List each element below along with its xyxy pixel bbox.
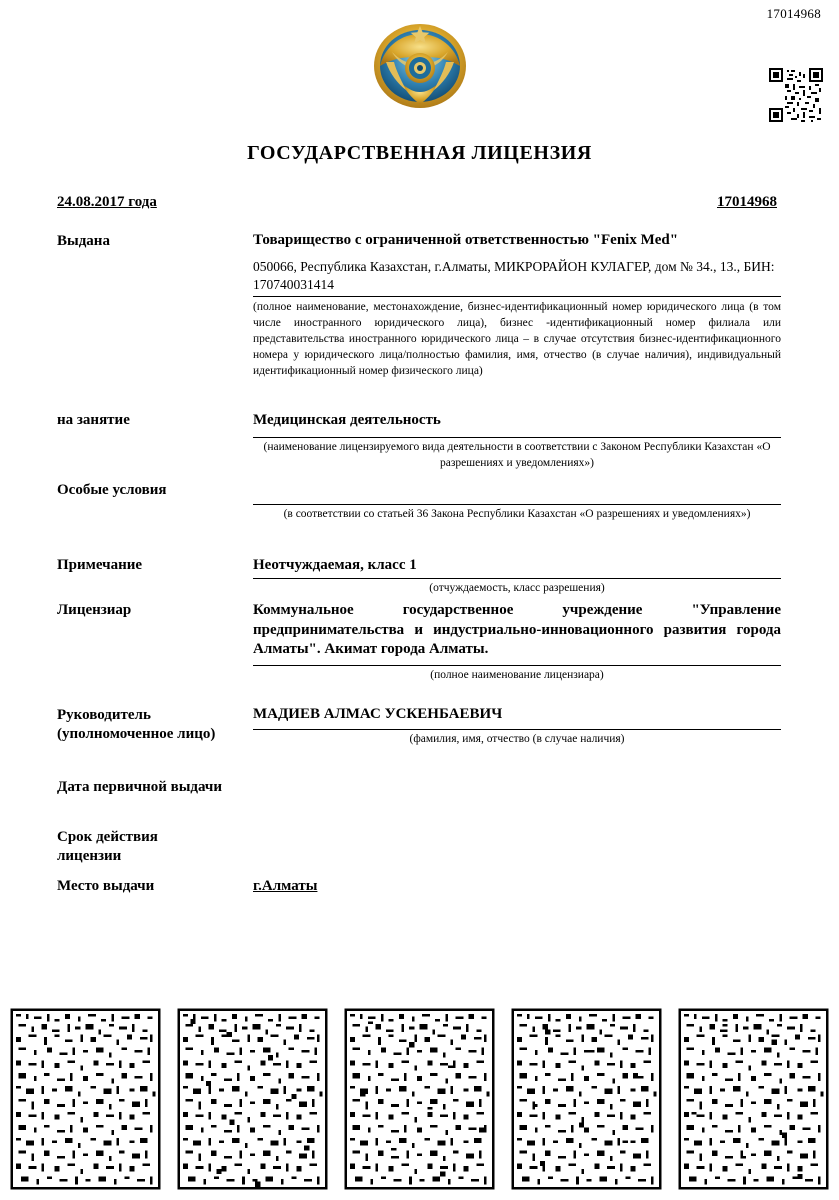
label-issued-to: Выдана: [57, 233, 110, 249]
label-head: [57, 706, 215, 744]
divider-special-conditions: [253, 504, 781, 505]
hint-head: (фамилия, имя, отчество (в случае наличия): [409, 733, 625, 745]
barcode-strip: [8, 1006, 831, 1192]
datamatrix-code-3: [342, 1006, 497, 1192]
hint-licensor: (полное наименование лицензиара): [430, 669, 604, 681]
document-top-right-number: 17014968: [766, 6, 821, 21]
hint-activity: (наименование лицензируемого вида деятельности в соответствии с Законом Республики Казахстан «О разрешениях и уведомлениях»): [263, 441, 771, 469]
document-title: ГОСУДАРСТВЕННАЯ ЛИЦЕНЗИЯ: [247, 142, 592, 164]
value-head: МАДИЕВ АЛМАС УСКЕНБАЕВИЧ: [253, 706, 503, 722]
label-note: Примечание: [57, 557, 143, 573]
label-licensor: Лицензиар: [57, 602, 132, 618]
value-issued-to-address: 050066, Республика Казахстан, г.Алматы, МИКРОРАЙОН КУЛАГЕР, дом № 34., 13., БИН: 170740031414: [253, 259, 775, 293]
label-validity: [57, 828, 158, 866]
hint-special-conditions: (в соответствии со статьей 36 Закона Республики Казахстан «О разрешениях и уведомлениях»): [283, 508, 751, 520]
label-first-issue-date: Дата первичной выдачи: [57, 779, 223, 795]
license-number: 17014968: [717, 194, 777, 210]
label-special-conditions: Особые условия: [57, 482, 167, 498]
datamatrix-code-2: [175, 1006, 330, 1192]
divider-note: [253, 578, 781, 579]
issue-date: 24.08.2017 года: [57, 194, 157, 210]
divider-activity: [253, 437, 781, 438]
value-issued-to: Товарищество с ограниченной ответственностью "Fenix Med": [253, 232, 679, 248]
value-place: г.Алматы: [253, 878, 318, 894]
label-head-line1: Руководитель: [57, 707, 151, 723]
hint-issued-to: (полное наименование, местонахождение, бизнес-идентификационный номер юридического лица (в том числе иностранного юридического лица), бизнес -идентификационный номер филиала или представительства иностранного юридического лица – в случае отсутствия бизнес-идентификационного номера у юридического лица/полностью фамилия, имя, отчество (в случае наличия), индивидуальный идентификационный номер физического лица): [253, 301, 781, 378]
value-licensor: Коммунальное государственное учреждение "Управление предпринимательства и индустриально-инновационного развития города Алматы". Акимат города Алматы.: [253, 602, 781, 657]
state-emblem-icon: [372, 18, 468, 114]
label-head-line2: (уполномоченное лицо): [57, 725, 216, 742]
label-place: Место выдачи: [57, 878, 155, 894]
qr-code-top: [769, 68, 823, 122]
divider-issued-to: [253, 296, 781, 297]
datamatrix-code-1: [8, 1006, 163, 1192]
divider-head: [253, 729, 781, 730]
label-validity-line1: Срок действия: [57, 829, 158, 845]
value-activity: Медицинская деятельность: [253, 412, 441, 428]
label-activity: на занятие: [57, 412, 130, 428]
divider-licensor: [253, 665, 781, 666]
hint-note: (отчуждаемость, класс разрешения): [429, 582, 605, 594]
label-validity-line2: лицензии: [57, 847, 122, 864]
datamatrix-code-5: [676, 1006, 831, 1192]
value-note: Неотчуждаемая, класс 1: [253, 557, 417, 573]
datamatrix-code-4: [509, 1006, 664, 1192]
